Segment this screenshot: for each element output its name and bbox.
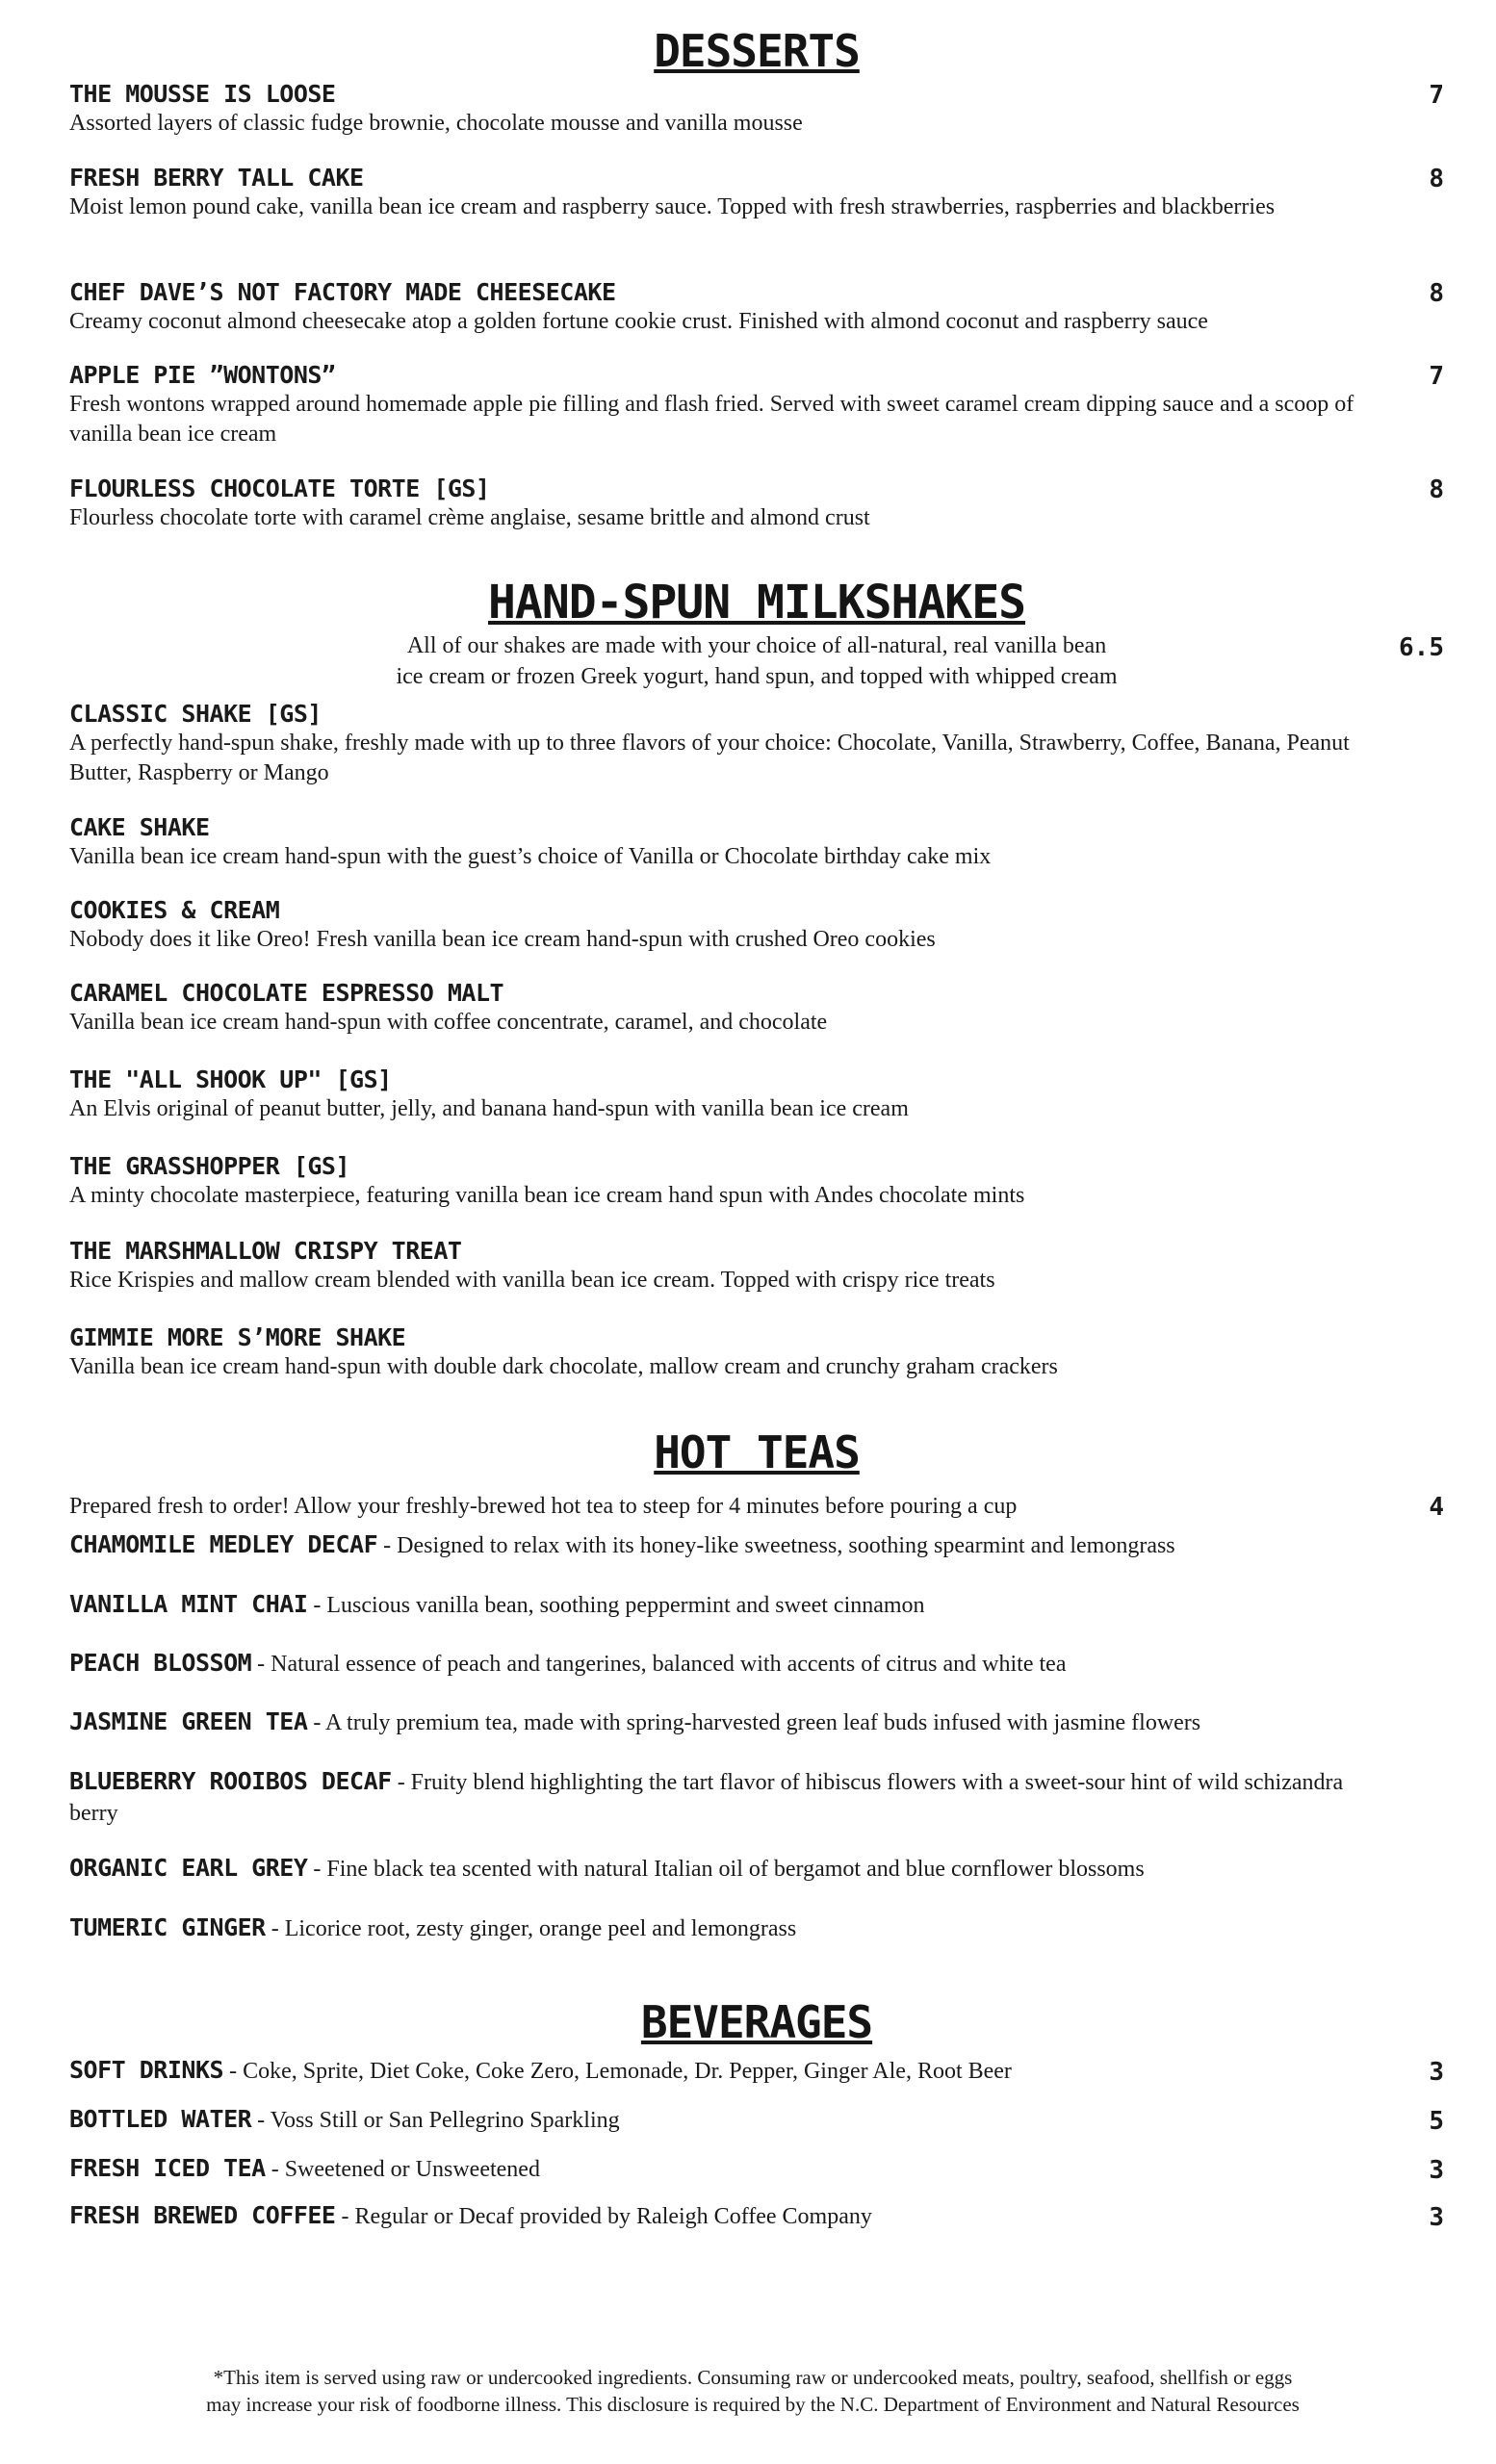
dessert-item (69, 165, 1444, 222)
item-price: 8 (1429, 279, 1444, 308)
item-description: - Licorice root, zesty ginger, orange peel and lemongrass (265, 1916, 797, 1941)
item-name: BLUEBERRY ROOIBOS DECAF (69, 1767, 392, 1795)
item-name: FRESH BREWED COFFEE (69, 2201, 336, 2229)
intro-line: ice cream or frozen Greek yogurt, hand spun, and topped with whipped cream (396, 664, 1118, 690)
milkshake-item (69, 701, 1444, 788)
item-description: Fresh wontons wrapped around homemade apple pie filling and flash fried. Served with sweet caramel cream dipping sauce and a scoop of vanilla bean ice cream (69, 391, 1354, 447)
dessert-item (69, 362, 1444, 449)
item-description: Nobody does it like Oreo! Fresh vanilla bean ice cream hand-spun with crushed Oreo cookies (69, 926, 936, 952)
dessert-item (69, 81, 1444, 139)
milkshake-item (69, 1153, 1444, 1211)
item-description: Assorted layers of classic fudge brownie, chocolate mousse and vanilla mousse (69, 110, 803, 136)
milkshake-item (69, 1238, 1444, 1296)
item-name: VANILLA MINT CHAI (69, 1590, 308, 1618)
item-name: CAKE SHAKE (69, 813, 210, 841)
item-description: Flourless chocolate torte with caramel crème anglaise, sesame brittle and almond crust (69, 504, 870, 530)
item-description: - Sweetened or Unsweetened (265, 2157, 540, 2182)
item-name: THE MARSHMALLOW CRISPY TREAT (69, 1237, 462, 1265)
tea-item (69, 1649, 1444, 1680)
section-title-milkshakes: HAND-SPUN MILKSHAKES (488, 576, 1025, 629)
milkshake-item (69, 1066, 1444, 1124)
item-name: CLASSIC SHAKE [GS] (69, 700, 322, 728)
tea-item (69, 1913, 1444, 1944)
item-description: Vanilla bean ice cream hand-spun with the guest’s choice of Vanilla or Chocolate birthday cake mix (69, 843, 992, 869)
tea-item (69, 1767, 1379, 1830)
item-description: An Elvis original of peanut butter, jelly, and banana hand-spun with vanilla bean ice cream (69, 1095, 909, 1121)
item-description: A perfectly hand-spun shake, freshly made with up to three flavors of your choice: Chocolate, Vanilla, Strawberry, Coffee, Banana, Peanut Butter, Raspberry or Mango (69, 730, 1350, 785)
item-description: - Fine black tea scented with natural Italian oil of bergamot and blue cornflower blossoms (307, 1857, 1145, 1882)
item-name: CHAMOMILE MEDLEY DECAF (69, 1530, 378, 1558)
item-name: CARAMEL CHOCOLATE ESPRESSO MALT (69, 979, 504, 1007)
teas-intro-text: Prepared fresh to order! Allow your freshly-brewed hot tea to steep for 4 minutes before pouring a cup (69, 1493, 1018, 1519)
milkshake-item (69, 814, 1444, 872)
item-description: - Natural essence of peach and tangerines, balanced with accents of citrus and white tea (251, 1652, 1067, 1677)
intro-line: All of our shakes are made with your choice of all-natural, real vanilla bean (406, 632, 1107, 658)
item-description: - Designed to relax with its honey-like sweetness, soothing spearmint and lemongrass (377, 1533, 1175, 1558)
tea-item (69, 1854, 1444, 1885)
milkshakes-section (69, 576, 1444, 1379)
item-description: - Regular or Decaf provided by Raleigh Coffee Company (335, 2204, 872, 2229)
item-description: - Luscious vanilla bean, soothing peppermint and sweet cinnamon (307, 1593, 925, 1618)
item-price: 3 (1429, 2203, 1444, 2232)
item-description: - A truly premium tea, made with spring-harvested green leaf buds infused with jasmine flowers (307, 1710, 1201, 1735)
section-title-teas: HOT TEAS (654, 1426, 860, 1478)
item-description: - Voss Still or San Pellegrino Sparkling (251, 2108, 620, 2133)
raw-food-disclaimer (69, 2365, 1436, 2418)
disclaimer-line: *This item is served using raw or undercooked ingredients. Consuming raw or undercooked meats, poultry, seafood, shellfish or eggs (213, 2366, 1293, 2389)
teas-section (69, 1426, 1444, 1941)
item-name: APPLE PIE ”WONTONS” (69, 361, 336, 389)
item-description: Vanilla bean ice cream hand-spun with double dark chocolate, mallow cream and crunchy graham crackers (69, 1353, 1058, 1379)
item-price: 8 (1429, 165, 1444, 193)
item-name: THE MOUSSE IS LOOSE (69, 80, 336, 108)
item-name: COOKIES & CREAM (69, 896, 280, 924)
item-price: 7 (1429, 362, 1444, 391)
item-name: THE GRASSHOPPER [GS] (69, 1152, 350, 1180)
item-description: Rice Krispies and mallow cream blended with vanilla bean ice cream. Topped with crispy rice treats (69, 1267, 995, 1293)
dessert-item (69, 279, 1444, 337)
item-price: 8 (1429, 475, 1444, 504)
beverage-item (69, 2154, 1444, 2185)
item-price: 3 (1429, 2058, 1444, 2087)
beverage-item (69, 2201, 1444, 2232)
item-name: ORGANIC EARL GREY (69, 1854, 308, 1882)
item-description: Creamy coconut almond cheesecake atop a golden fortune cookie crust. Finished with almond coconut and raspberry sauce (69, 308, 1208, 334)
item-name: FRESH ICED TEA (69, 2154, 266, 2182)
item-name: THE "ALL SHOOK UP" [GS] (69, 1065, 392, 1093)
item-price: 7 (1429, 81, 1444, 110)
item-name: GIMMIE MORE S’MORE SHAKE (69, 1323, 406, 1351)
tea-item (69, 1707, 1456, 1738)
milkshake-item (69, 897, 1444, 955)
item-name: JASMINE GREEN TEA (69, 1707, 308, 1735)
tea-item (69, 1530, 1456, 1561)
dessert-item (69, 475, 1444, 533)
teas-intro (69, 1491, 1444, 1522)
item-name: PEACH BLOSSOM (69, 1649, 252, 1677)
item-description: Moist lemon pound cake, vanilla bean ice cream and raspberry sauce. Topped with fresh strawberries, raspberries and blackberries (69, 193, 1276, 219)
desserts-section (69, 25, 1444, 530)
milkshakes-price: 6.5 (1399, 633, 1444, 662)
milkshake-item (69, 980, 1444, 1038)
disclaimer-line: may increase your risk of foodborne illness. This disclosure is required by the N.C. Department of Environment and Natural Resources (206, 2392, 1300, 2416)
item-name: SOFT DRINKS (69, 2056, 224, 2084)
item-name: CHEF DAVE’S NOT FACTORY MADE CHEESECAKE (69, 278, 616, 306)
milkshake-item (69, 1324, 1444, 1382)
teas-price: 4 (1429, 1492, 1444, 1522)
beverage-item (69, 2105, 1444, 2136)
item-price: 5 (1429, 2107, 1444, 2136)
item-name: TUMERIC GINGER (69, 1913, 266, 1941)
beverages-section (69, 1996, 1444, 2232)
tea-item (69, 1590, 1444, 1621)
item-description: - Coke, Sprite, Diet Coke, Coke Zero, Lemonade, Dr. Pepper, Ginger Ale, Root Beer (223, 2059, 1012, 2084)
item-name: FLOURLESS CHOCOLATE TORTE [GS] (69, 475, 490, 502)
item-description: A minty chocolate masterpiece, featuring vanilla bean ice cream hand spun with Andes chocolate mints (69, 1182, 1025, 1208)
section-title-beverages: BEVERAGES (640, 1996, 873, 2048)
beverage-item (69, 2056, 1444, 2087)
milkshakes-intro (227, 630, 1286, 693)
item-description: - Fruity blend highlighting the tart flavor of hibiscus flowers with a sweet-sour hint of wild schizandra berry (69, 1770, 1344, 1827)
item-name: BOTTLED WATER (69, 2105, 252, 2133)
item-description: Vanilla bean ice cream hand-spun with coffee concentrate, caramel, and chocolate (69, 1009, 828, 1035)
section-title-desserts: DESSERTS (654, 25, 860, 77)
item-name: FRESH BERRY TALL CAKE (69, 164, 364, 192)
item-price: 3 (1429, 2156, 1444, 2185)
